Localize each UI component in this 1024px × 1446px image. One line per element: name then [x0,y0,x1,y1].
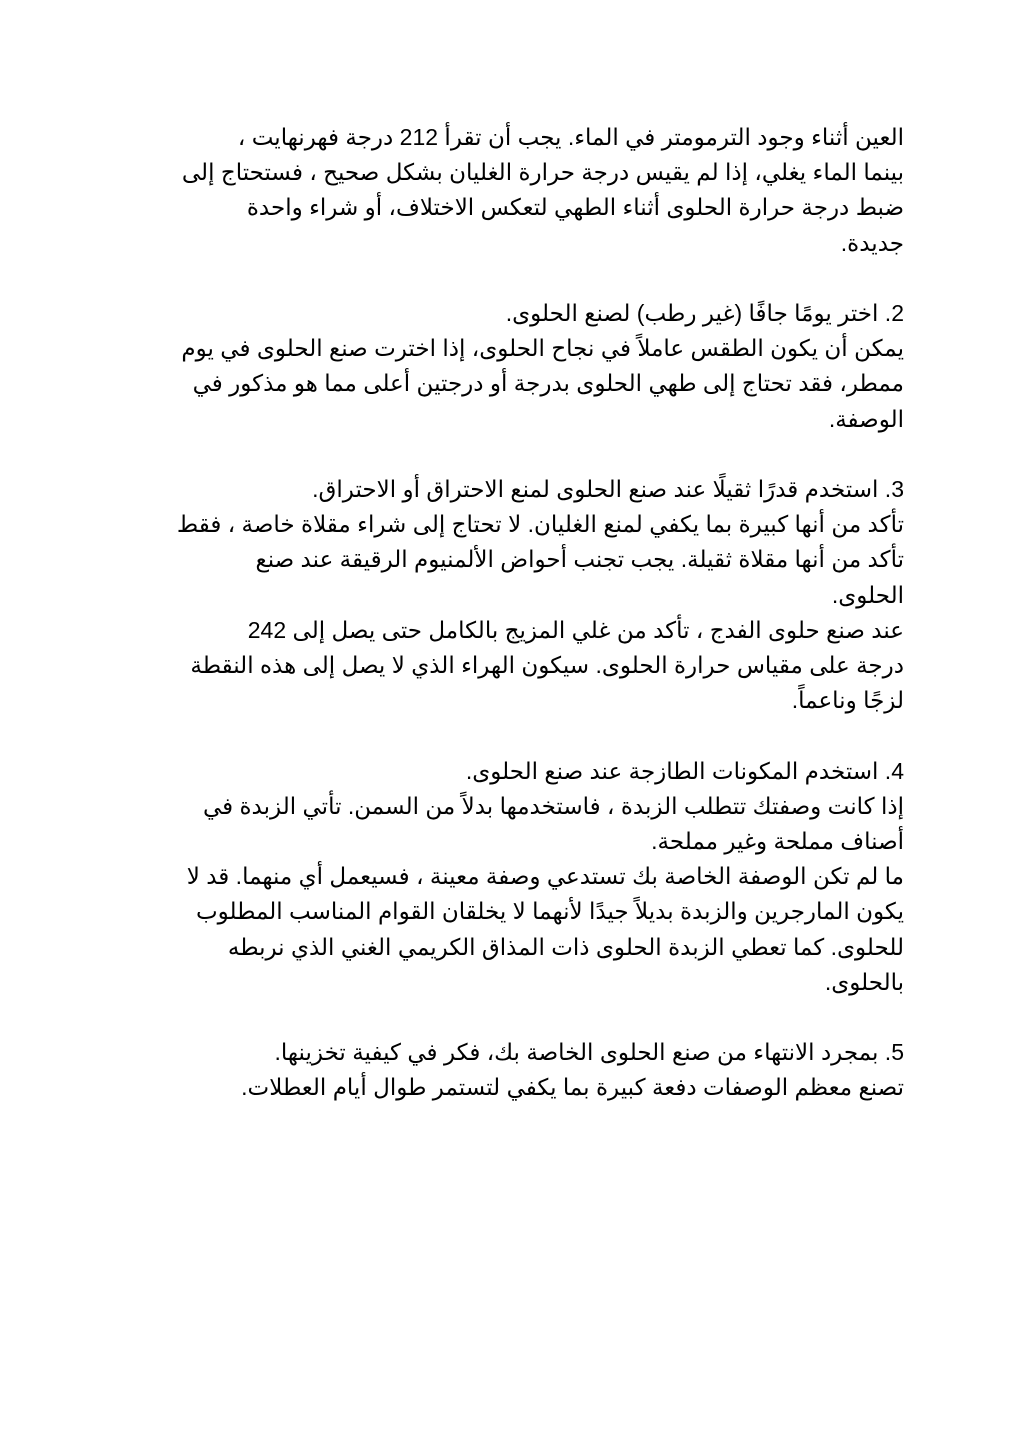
section-4-line: للحلوى. كما تعطي الزبدة الحلوى ذات المذاق الكريمي الغني الذي نربطه [227,933,904,960]
section-4-line: إذا كانت وصفتك تتطلب الزبدة ، فاستخدمها بدلاً من السمن. تأتي الزبدة في [202,792,904,819]
section-4 [128,754,904,1000]
section-3-heading: 3. استخدم قدرًا ثقيلًا عند صنع الحلوى لمنع الاحتراق أو الاحتراق. [312,476,904,502]
section-4-line: ما لم تكن الوصفة الخاصة بك تستدعي وصفة معينة ، فسيعمل أي منهما. قد لا [186,863,904,890]
intro-paragraph [128,120,904,261]
section-5 [128,1035,904,1105]
section-2-line: يمكن أن يكون الطقس عاملاً في نجاح الحلوى، إذا اخترت صنع الحلوى في يوم [181,335,904,362]
intro-line: ضبط درجة حرارة الحلوى أثناء الطهي لتعكس الاختلاف، أو شراء واحدة [246,194,904,221]
intro-line: العين أثناء وجود الترمومتر في الماء. يجب أن تقرأ 212 درجة فهرنهايت ، [237,124,904,150]
section-5-heading: 5. بمجرد الانتهاء من صنع الحلوى الخاصة بك، فكر في كيفية تخزينها. [274,1039,904,1066]
section-3-line: الحلوى. [831,581,904,608]
section-2-heading: 2. اختر يومًا جافًا (غير رطب) لصنع الحلوى. [505,300,904,326]
intro-line: بينما الماء يغلي، إذا لم يقيس درجة حرارة الغليان بشكل صحيح ، فستحتاج إلى [181,159,904,186]
paragraph-spacer [128,261,904,296]
paragraph-spacer [128,718,904,753]
section-3 [128,472,904,718]
section-4-line: بالحلوى. [824,968,904,995]
paragraph-spacer [128,437,904,472]
document-body [128,120,904,1106]
section-3-line: لزجًا وناعماً. [791,687,904,714]
section-4-heading: 4. استخدم المكونات الطازجة عند صنع الحلوى. [465,757,904,784]
section-5-line: تصنع معظم الوصفات دفعة كبيرة بما يكفي لتستمر طوال أيام العطلات. [241,1074,904,1101]
section-2 [128,296,904,437]
section-3-line: درجة على مقياس حرارة الحلوى. سيكون الهراء الذي لا يصل إلى هذه النقطة [190,652,904,679]
section-4-line: أصناف مملحة وغير مملحة. [651,828,904,855]
intro-line: جديدة. [840,229,904,256]
paragraph-spacer [128,1000,904,1035]
section-3-line: تأكد من أنها كبيرة بما يكفي لمنع الغليان. لا تحتاج إلى شراء مقلاة خاصة ، فقط [176,511,904,538]
section-2-line: الوصفة. [828,405,904,432]
section-2-line: ممطر، فقد تحتاج إلى طهي الحلوى بدرجة أو درجتين أعلى مما هو مذكور في [192,370,904,397]
section-3-line: تأكد من أنها مقلاة ثقيلة. يجب تجنب أحواض الألمنيوم الرقيقة عند صنع [255,546,904,573]
section-4-line: يكون المارجرين والزبدة بديلاً جيدًا لأنهما لا يخلقان القوام المناسب المطلوب [195,898,904,925]
section-3-line: عند صنع حلوى الفدج ، تأكد من غلي المزيج بالكامل حتى يصل إلى 242 [247,616,904,643]
